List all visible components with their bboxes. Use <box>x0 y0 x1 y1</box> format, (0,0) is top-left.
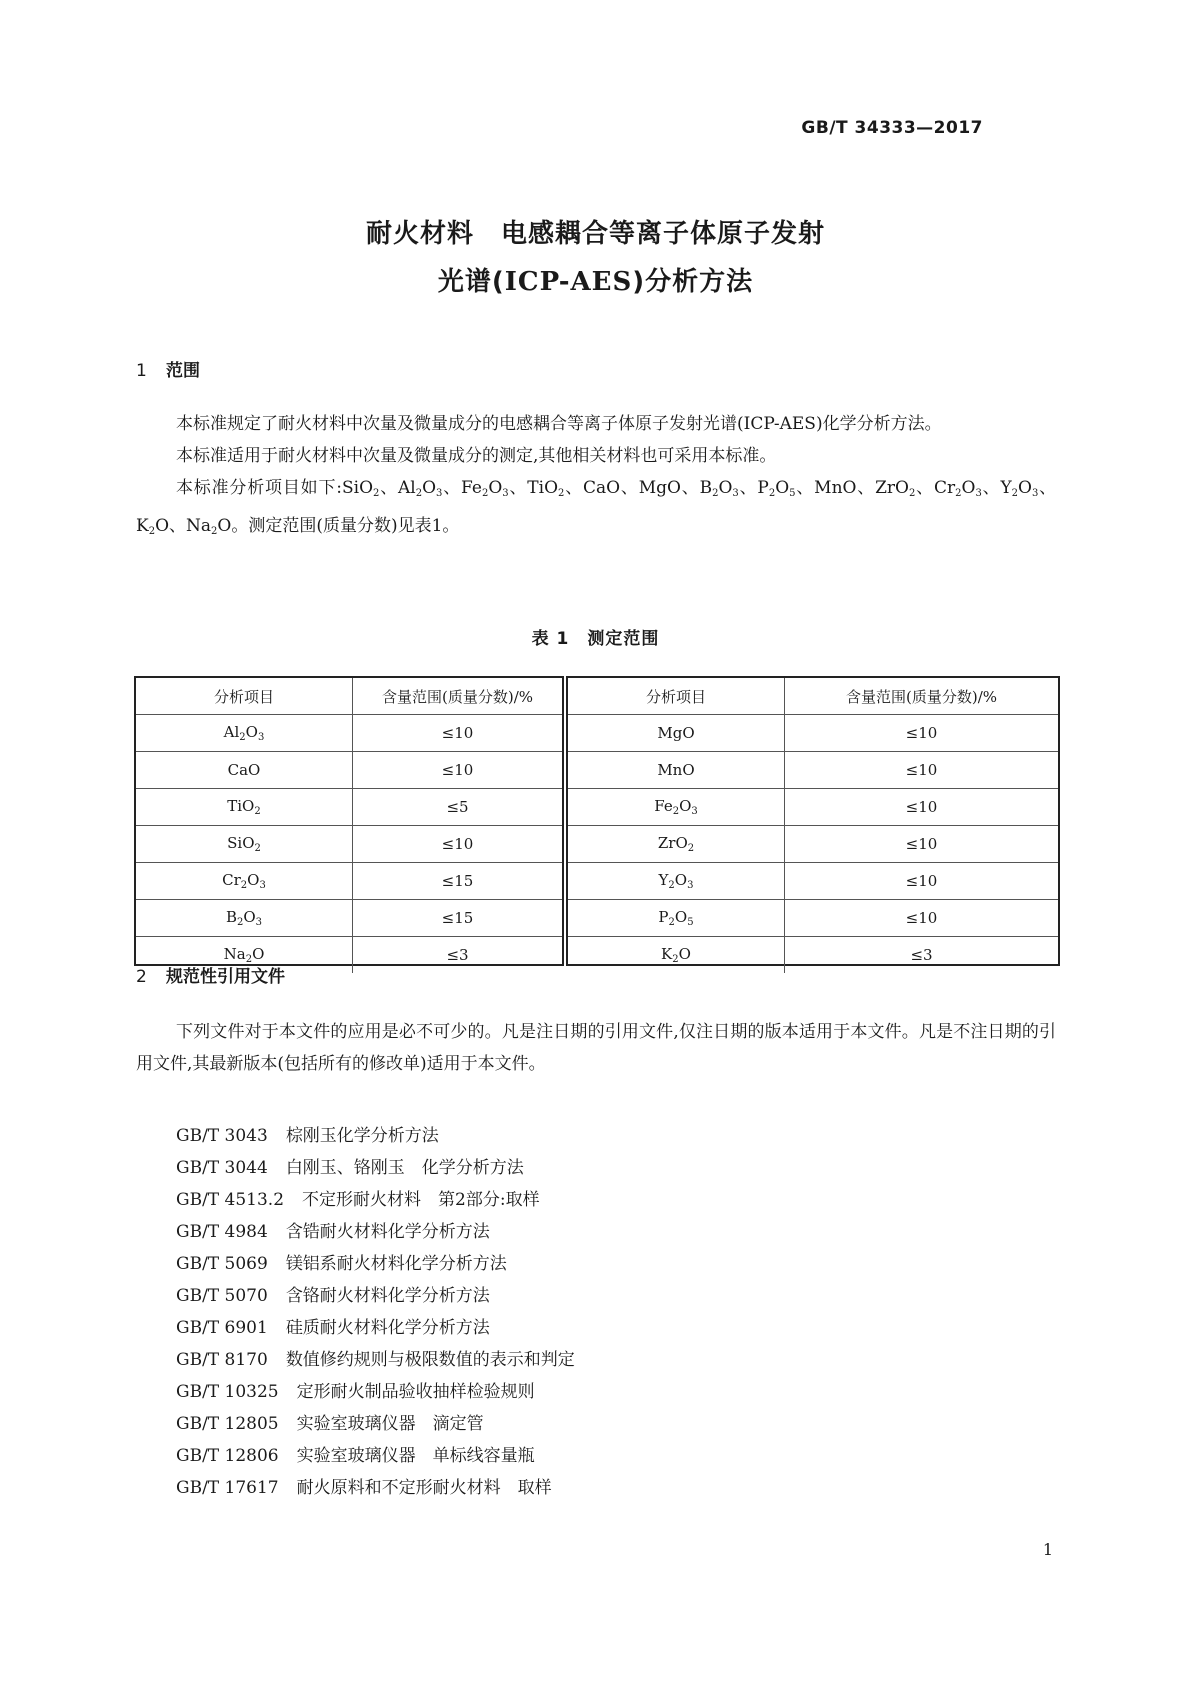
analysis-item <box>757 478 795 498</box>
header-cell-range: 含量范围(质量分数)/% <box>353 678 563 715</box>
formula-subscript: 2 <box>254 806 261 817</box>
formula-tail: O <box>252 945 265 963</box>
cell-item <box>136 826 353 863</box>
reference-title: 实验室玻璃仪器 滴定管 <box>296 1414 484 1434</box>
formula-base: B <box>225 908 237 926</box>
header-cell-range: 含量范围(质量分数)/% <box>785 678 1059 715</box>
reference-item <box>176 1312 575 1344</box>
formula-subscript: 2 <box>1011 488 1019 499</box>
formula-subscript: 2 <box>712 488 719 499</box>
title-line-2 <box>0 258 1191 306</box>
reference-code: GB/T 3044 <box>176 1158 268 1178</box>
reference-code: GB/T 17617 <box>176 1478 279 1498</box>
formula-subscript: 2 <box>211 526 218 537</box>
cell-item <box>136 900 353 937</box>
reference-item <box>176 1248 575 1280</box>
item-formula <box>222 871 266 889</box>
formula-subscript: 2 <box>245 954 253 965</box>
formula-base: TiO <box>227 797 255 815</box>
reference-title: 耐火原料和不定形耐火材料 取样 <box>296 1478 552 1498</box>
formula-base: Na <box>223 945 246 963</box>
table-row <box>136 900 562 937</box>
reference-title: 含锆耐火材料化学分析方法 <box>285 1222 490 1242</box>
formula-subscript: 2 <box>672 954 679 965</box>
cell-item <box>568 715 785 752</box>
title-line-2-post: )分析方法 <box>632 267 754 297</box>
analysis-item <box>934 478 982 498</box>
formula-subscript: 2 <box>481 488 489 499</box>
item-formula <box>224 723 265 741</box>
scope-paragraph-1: 本标准规定了耐火材料中次量及微量成分的电感耦合等离子体原子发射光谱(ICP-AES)化学分析方法。 <box>176 414 942 434</box>
formula-subscript: 3 <box>257 732 265 743</box>
cell-item <box>568 826 785 863</box>
table-row <box>568 937 1058 974</box>
formula-subscript: 2 <box>236 917 244 928</box>
formula-subscript: 3 <box>436 488 443 499</box>
formula-subscript: 2 <box>955 488 962 499</box>
formula-tail: O <box>674 871 688 889</box>
reference-item <box>176 1152 575 1184</box>
formula-tail: O <box>217 516 232 536</box>
formula-subscript: 3 <box>732 488 739 499</box>
section-2-title: 规范性引用文件 <box>166 967 285 987</box>
formula-subscript: 2 <box>254 843 261 854</box>
cell-item <box>568 789 785 826</box>
formula-base: Al <box>398 478 416 498</box>
list-separator: 、 <box>620 478 639 498</box>
cell-range: ≤3 <box>353 937 563 974</box>
table-row <box>568 752 1058 789</box>
reference-item <box>176 1376 575 1408</box>
reference-title: 硅质耐火材料化学分析方法 <box>285 1318 490 1338</box>
analysis-item <box>186 516 231 536</box>
formula-tail: O <box>718 478 733 498</box>
table-row <box>568 900 1058 937</box>
formula-subscript: 2 <box>148 526 156 537</box>
formula-tail: O <box>678 945 691 963</box>
item-formula <box>657 724 694 742</box>
reference-title: 白刚玉、铬刚玉 化学分析方法 <box>285 1158 524 1178</box>
scope-paragraph-3 <box>136 472 1056 548</box>
formula-base: SiO <box>227 834 255 852</box>
reference-title: 棕刚玉化学分析方法 <box>285 1126 439 1146</box>
formula-tail: O <box>247 871 260 889</box>
cell-range: ≤15 <box>353 863 563 900</box>
item-formula <box>654 797 698 815</box>
table-header-row <box>568 678 1058 715</box>
table-1-right-half <box>566 676 1060 966</box>
table-1-right <box>568 678 1058 973</box>
analysis-item <box>814 478 856 498</box>
section-2-heading <box>136 962 285 987</box>
formula-base: MgO <box>657 724 695 742</box>
formula-base: MgO <box>638 478 681 498</box>
reference-title: 不定形耐火材料 第2部分:取样 <box>302 1190 540 1210</box>
cell-item <box>136 752 353 789</box>
analysis-item <box>875 478 915 498</box>
formula-subscript: 3 <box>975 488 982 499</box>
item-formula <box>227 797 260 815</box>
formula-subscript: 2 <box>240 880 248 891</box>
reference-code: GB/T 5070 <box>176 1286 268 1306</box>
formula-tail: O <box>243 908 256 926</box>
cell-range: ≤10 <box>353 826 563 863</box>
formula-base: Y <box>1000 478 1012 498</box>
table-row <box>136 752 562 789</box>
reference-item <box>176 1184 575 1216</box>
formula-subscript: 2 <box>558 488 565 499</box>
formula-tail: O <box>775 478 790 498</box>
formula-subscript: 3 <box>691 806 698 817</box>
formula-subscript: 2 <box>672 806 680 817</box>
formula-tail: O <box>679 797 692 815</box>
item-formula <box>657 761 694 779</box>
analysis-item <box>527 478 564 498</box>
formula-tail: O <box>155 516 170 536</box>
cell-item <box>136 789 353 826</box>
formula-subscript: 2 <box>373 488 380 499</box>
formula-subscript: 2 <box>668 880 675 891</box>
cell-item <box>568 937 785 974</box>
formula-tail: O <box>422 478 437 498</box>
reference-title: 实验室玻璃仪器 单标线容量瓶 <box>296 1446 535 1466</box>
list-separator: 、 <box>508 478 528 498</box>
reference-title: 定形耐火制品验收抽样检验规则 <box>296 1382 535 1402</box>
scope-paragraph-2: 本标准适用于耐火材料中次量及微量成分的测定,其他相关材料也可采用本标准。 <box>176 446 777 466</box>
cell-range: ≤10 <box>353 752 563 789</box>
cell-range: ≤10 <box>785 900 1059 937</box>
formula-subscript: 3 <box>1031 488 1039 499</box>
formula-subscript: 3 <box>255 917 263 928</box>
formula-subscript: 3 <box>502 488 509 499</box>
list-separator: 、 <box>379 478 399 498</box>
table-1-left <box>136 678 562 973</box>
section-2-body <box>136 1016 1056 1080</box>
header-cell-item: 分析项目 <box>136 678 353 715</box>
formula-tail: O <box>488 478 503 498</box>
list-separator: 、 <box>1038 478 1057 498</box>
table-row <box>136 789 562 826</box>
list-separator: 、 <box>442 478 462 498</box>
formula-base: SiO <box>341 478 374 498</box>
cell-range: ≤5 <box>353 789 563 826</box>
formula-subscript: 5 <box>687 917 694 928</box>
formula-tail: O <box>961 478 976 498</box>
cell-range: ≤10 <box>785 826 1059 863</box>
section-1-number: 1 <box>136 361 147 381</box>
table-row <box>136 715 562 752</box>
reference-item <box>176 1120 575 1152</box>
list-separator: 、 <box>680 478 700 498</box>
formula-subscript: 3 <box>259 880 266 891</box>
analysis-item <box>700 478 739 498</box>
cell-item <box>136 863 353 900</box>
section-1-title: 范围 <box>166 361 200 381</box>
analysis-item <box>1000 478 1038 498</box>
formula-base: MnO <box>814 478 857 498</box>
formula-tail: O <box>1018 478 1032 498</box>
formula-tail: O <box>245 723 258 741</box>
cell-item <box>136 715 353 752</box>
list-separator: 、 <box>856 478 876 498</box>
formula-base: K <box>136 516 149 536</box>
reference-item <box>176 1472 575 1504</box>
scope-paragraph-3-lead: 本标准分析项目如下: <box>176 478 342 498</box>
table-row <box>136 863 562 900</box>
formula-base: Al <box>223 723 240 741</box>
formula-base: CaO <box>583 478 621 498</box>
reference-code: GB/T 8170 <box>176 1350 268 1370</box>
formula-subscript: 2 <box>668 917 675 928</box>
reference-code: GB/T 5069 <box>176 1254 268 1274</box>
reference-item <box>176 1216 575 1248</box>
formula-base: CaO <box>227 761 261 779</box>
reference-code: GB/T 4513.2 <box>176 1190 285 1210</box>
formula-base: Fe <box>461 478 482 498</box>
formula-base: Y <box>658 871 669 889</box>
formula-subscript: 2 <box>415 488 423 499</box>
formula-base: B <box>699 478 713 498</box>
section-1-body <box>136 408 1056 548</box>
list-separator: 、 <box>915 478 934 498</box>
header-cell-item: 分析项目 <box>568 678 785 715</box>
formula-base: Fe <box>654 797 673 815</box>
item-formula <box>661 945 691 963</box>
reference-item <box>176 1440 575 1472</box>
formula-base: Cr <box>933 478 956 498</box>
cell-item <box>568 752 785 789</box>
analysis-item <box>398 478 442 498</box>
formula-subscript: 2 <box>908 488 916 499</box>
item-formula <box>659 871 694 889</box>
list-separator: 、 <box>795 478 815 498</box>
table-header-row <box>136 678 562 715</box>
item-formula <box>224 945 265 963</box>
reference-title: 含铬耐火材料化学分析方法 <box>285 1286 490 1306</box>
title-line-2-mid: ICP-AES <box>504 267 633 297</box>
table-1 <box>134 676 1060 966</box>
page-number: 1 <box>1042 1540 1053 1559</box>
list-separator: 、 <box>169 516 187 536</box>
reference-code: GB/T 12806 <box>176 1446 279 1466</box>
item-formula <box>228 761 261 779</box>
table-1-left-half <box>134 676 564 966</box>
item-formula <box>226 908 262 926</box>
table-row <box>568 826 1058 863</box>
formula-tail: O <box>674 908 688 926</box>
formula-base: K <box>661 945 673 963</box>
list-separator: 、 <box>564 478 584 498</box>
cell-range: ≤3 <box>785 937 1059 974</box>
item-formula <box>227 834 261 852</box>
cell-range: ≤10 <box>785 863 1059 900</box>
analysis-item <box>639 478 681 498</box>
analysis-item <box>461 478 509 498</box>
reference-item <box>176 1344 575 1376</box>
cell-range: ≤15 <box>353 900 563 937</box>
table-row <box>136 826 562 863</box>
table-row <box>568 715 1058 752</box>
references-intro: 下列文件对于本文件的应用是必不可少的。凡是注日期的引用文件,仅注日期的版本适用于本文件。凡是不注日期的引用文件,其最新版本(包括所有的修改单)适用于本文件。 <box>136 1022 1056 1074</box>
item-formula <box>658 834 694 852</box>
reference-item <box>176 1408 575 1440</box>
cell-item <box>568 863 785 900</box>
scope-paragraph-3-tail: 。测定范围(质量分数)见表1。 <box>231 516 460 536</box>
reference-code: GB/T 6901 <box>176 1318 268 1338</box>
cell-item <box>568 900 785 937</box>
title-line-2-pre: 光谱( <box>437 267 505 297</box>
reference-code: GB/T 10325 <box>176 1382 279 1402</box>
title-line-1: 耐火材料 电感耦合等离子体原子发射 <box>365 219 825 249</box>
cell-range: ≤10 <box>785 752 1059 789</box>
section-1-heading <box>136 356 200 381</box>
formula-base: P <box>757 478 769 498</box>
formula-subscript: 2 <box>239 732 246 743</box>
formula-subscript: 3 <box>687 880 694 891</box>
list-separator: 、 <box>981 478 1001 498</box>
reference-code: GB/T 3043 <box>176 1126 268 1146</box>
formula-base: Cr <box>222 871 241 889</box>
analysis-item <box>583 478 620 498</box>
standard-number: GB/T 34333—2017 <box>801 118 983 138</box>
analysis-item <box>342 478 379 498</box>
reference-code: GB/T 12805 <box>176 1414 279 1434</box>
reference-list <box>176 1120 575 1504</box>
cell-range: ≤10 <box>353 715 563 752</box>
formula-base: P <box>658 908 669 926</box>
table-row <box>568 789 1058 826</box>
cell-range: ≤10 <box>785 789 1059 826</box>
formula-base: ZrO <box>875 478 909 498</box>
formula-subscript: 5 <box>789 488 796 499</box>
table-row <box>568 863 1058 900</box>
cell-range: ≤10 <box>785 715 1059 752</box>
formula-subscript: 2 <box>768 488 776 499</box>
document-title <box>0 210 1191 306</box>
table-1-caption: 表 1 测定范围 <box>531 629 660 649</box>
formula-subscript: 2 <box>687 843 695 854</box>
formula-base: MnO <box>657 761 695 779</box>
reference-code: GB/T 4984 <box>176 1222 268 1242</box>
reference-title: 数值修约规则与极限数值的表示和判定 <box>285 1350 575 1370</box>
reference-item <box>176 1280 575 1312</box>
list-separator: 、 <box>738 478 758 498</box>
formula-base: Na <box>186 516 212 536</box>
formula-base: TiO <box>527 478 559 498</box>
analysis-item <box>136 516 169 536</box>
reference-title: 镁铝系耐火材料化学分析方法 <box>285 1254 507 1274</box>
section-2-number: 2 <box>136 967 147 987</box>
item-formula <box>658 908 693 926</box>
formula-base: ZrO <box>657 834 688 852</box>
